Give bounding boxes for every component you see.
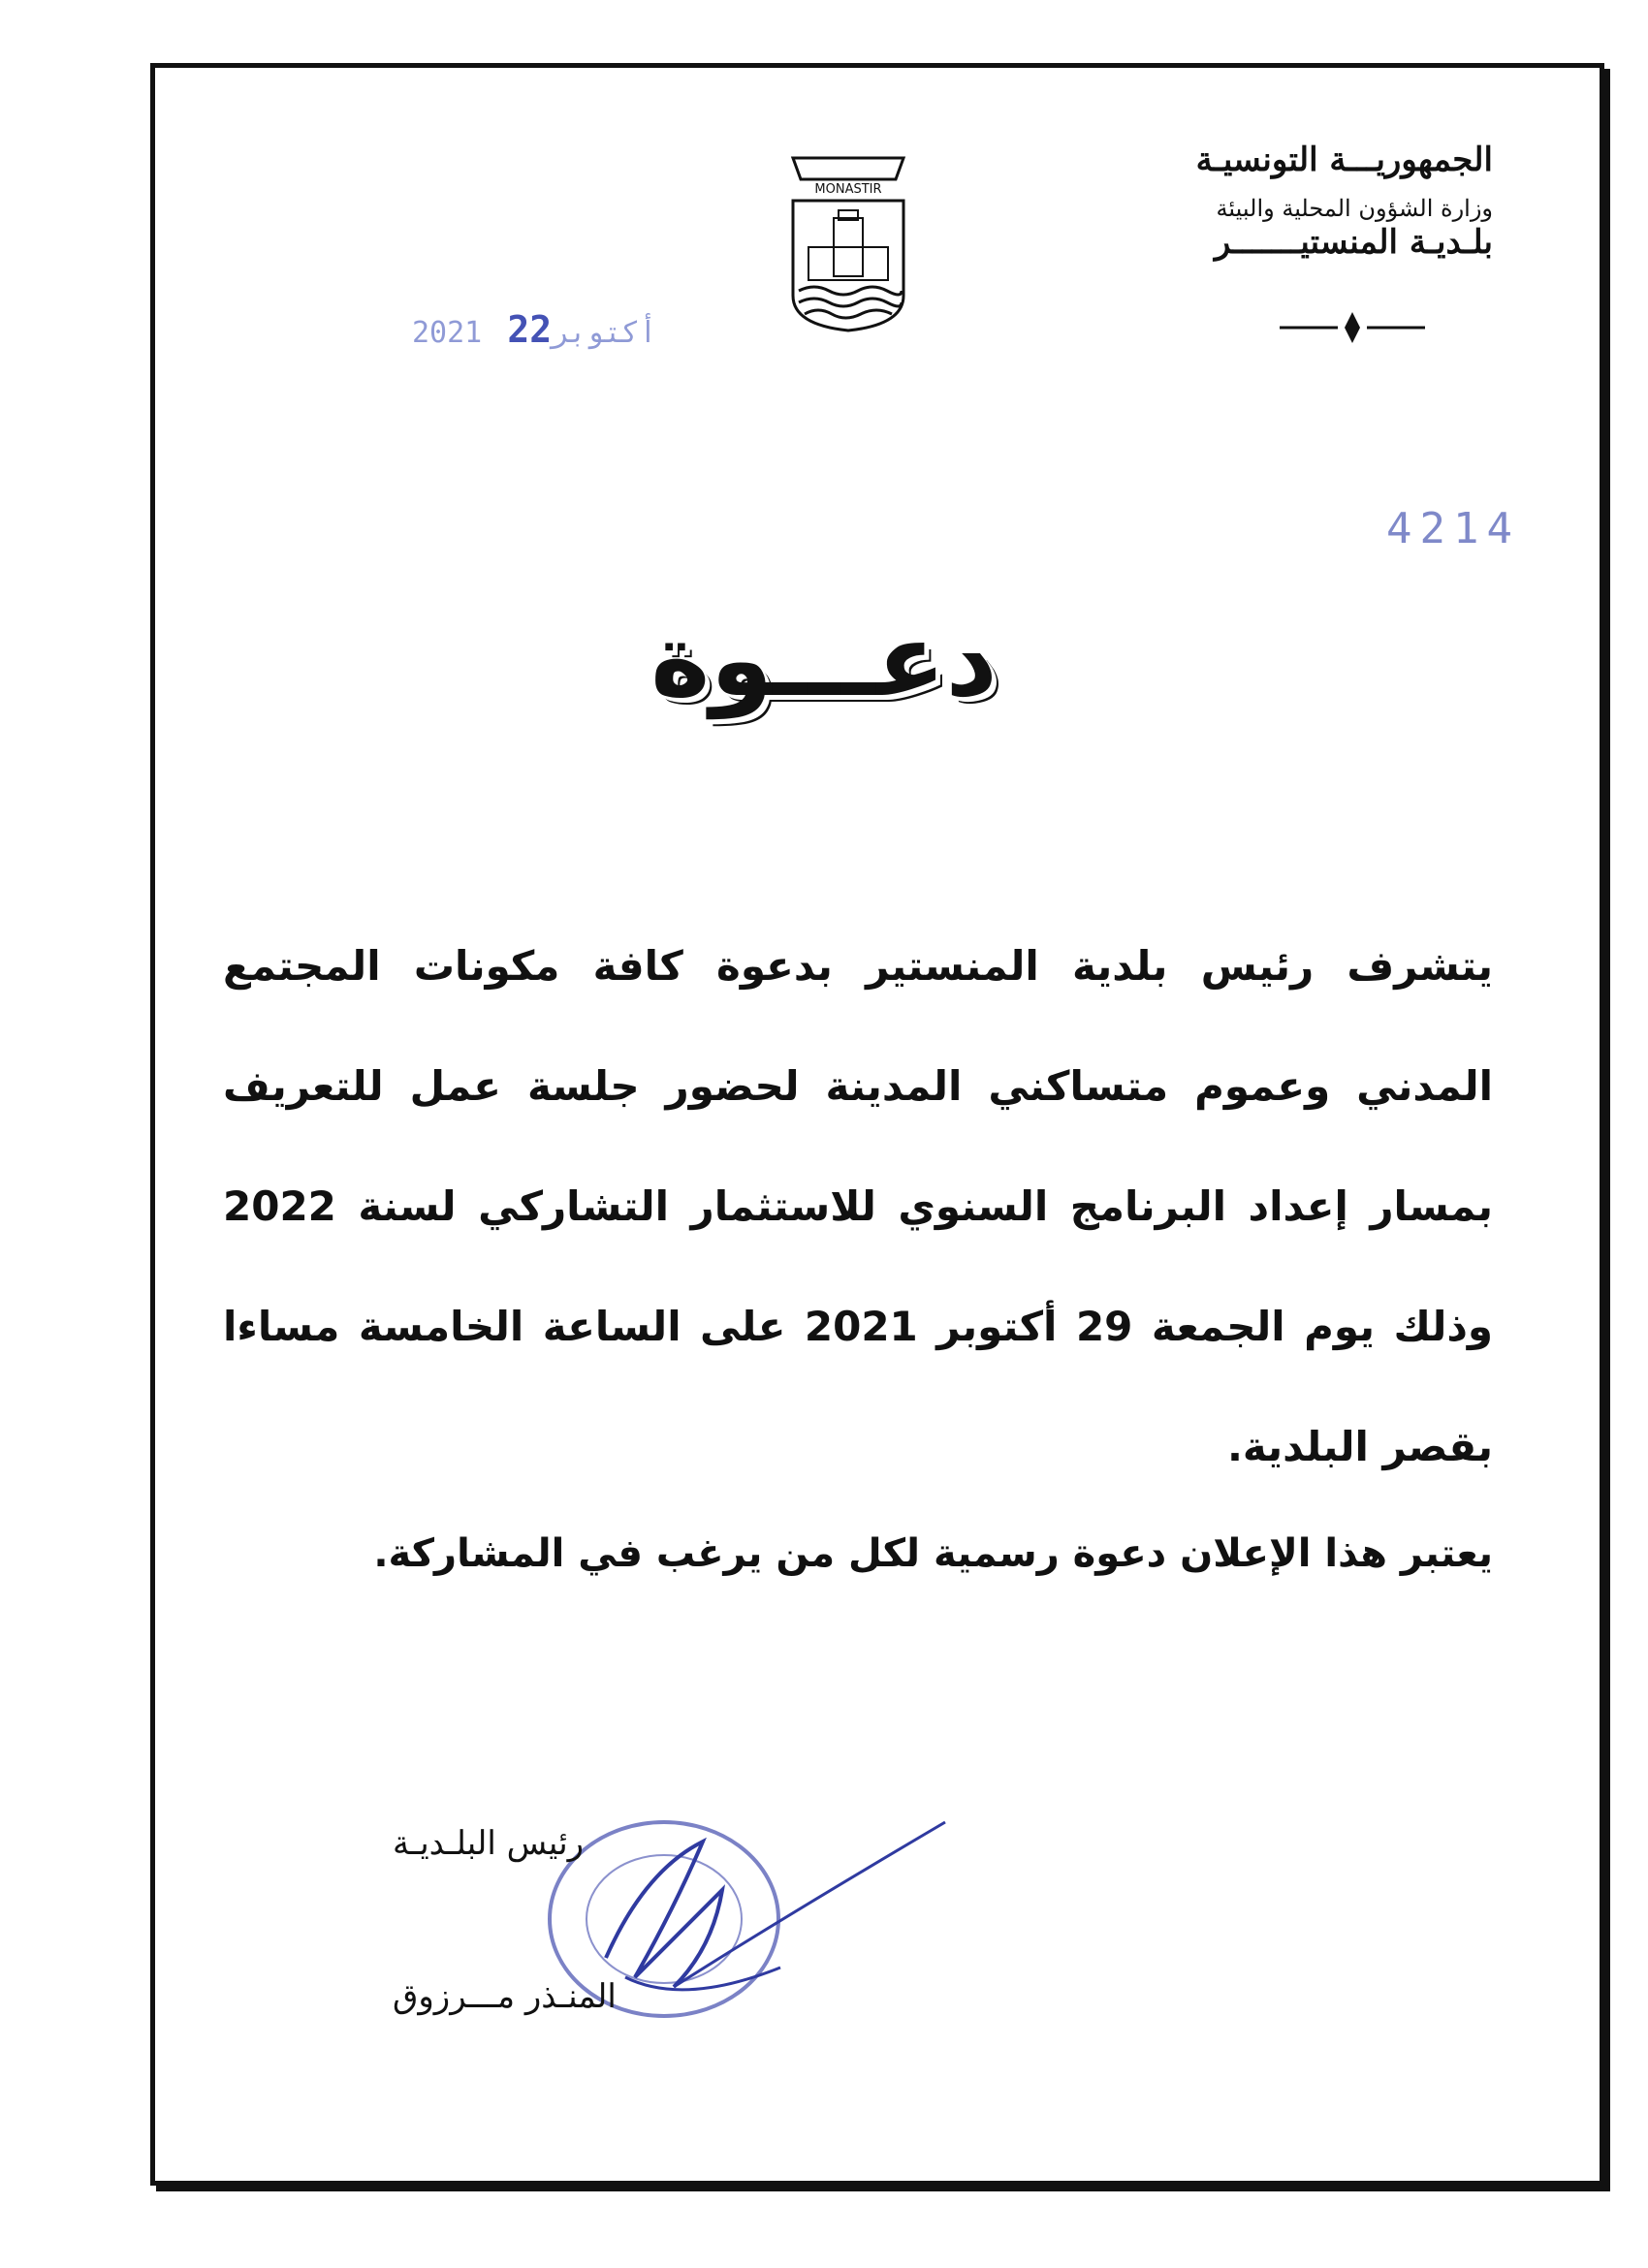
official-notice: يعتبر هذا الإعلان دعوة رسمية لكل من يرغب في المشاركة. xyxy=(373,1531,1493,1576)
ornament-divider-icon xyxy=(1280,308,1425,347)
reference-number-stamp: 4214 xyxy=(1386,504,1520,553)
invitation-body xyxy=(223,906,1493,1507)
monastir-coat-of-arms-icon xyxy=(785,150,911,334)
stamp-day: 22 xyxy=(507,308,553,351)
document-title: دعـــوة xyxy=(650,601,998,719)
republic-name: الجمهوريـــة التونسيـة xyxy=(1195,141,1493,179)
signatory-name: المنـذر مـــرزوق xyxy=(393,1977,617,2016)
received-date-stamp xyxy=(412,308,656,351)
letterhead xyxy=(1086,141,1493,261)
stamp-date-text: 2021 أكتوبر xyxy=(412,316,657,350)
municipality-name: بلـديـة المنستيـــــــر xyxy=(1214,223,1493,262)
logo-label: MONASTIR xyxy=(814,182,882,197)
ministry-name: وزارة الشؤون المحلية والبيئة xyxy=(1216,195,1493,222)
invitation-paragraph: يتشرف رئيس بلدية المنستير بدعوة كافة مكونات المجتمع المدني وعموم متساكني المدينة لحضور جلسة عمل للتعريف بمسار إعداد البرنامج السنوي للاستثمار التشاركي لسنة 2022 وذلك يوم الجمعة 29 أكتوبر 2021 على الساعة الخامسة مساءا بقصر البلدية. xyxy=(223,942,1494,1470)
signatory-title: رئيس البلـديـة xyxy=(393,1824,585,1863)
